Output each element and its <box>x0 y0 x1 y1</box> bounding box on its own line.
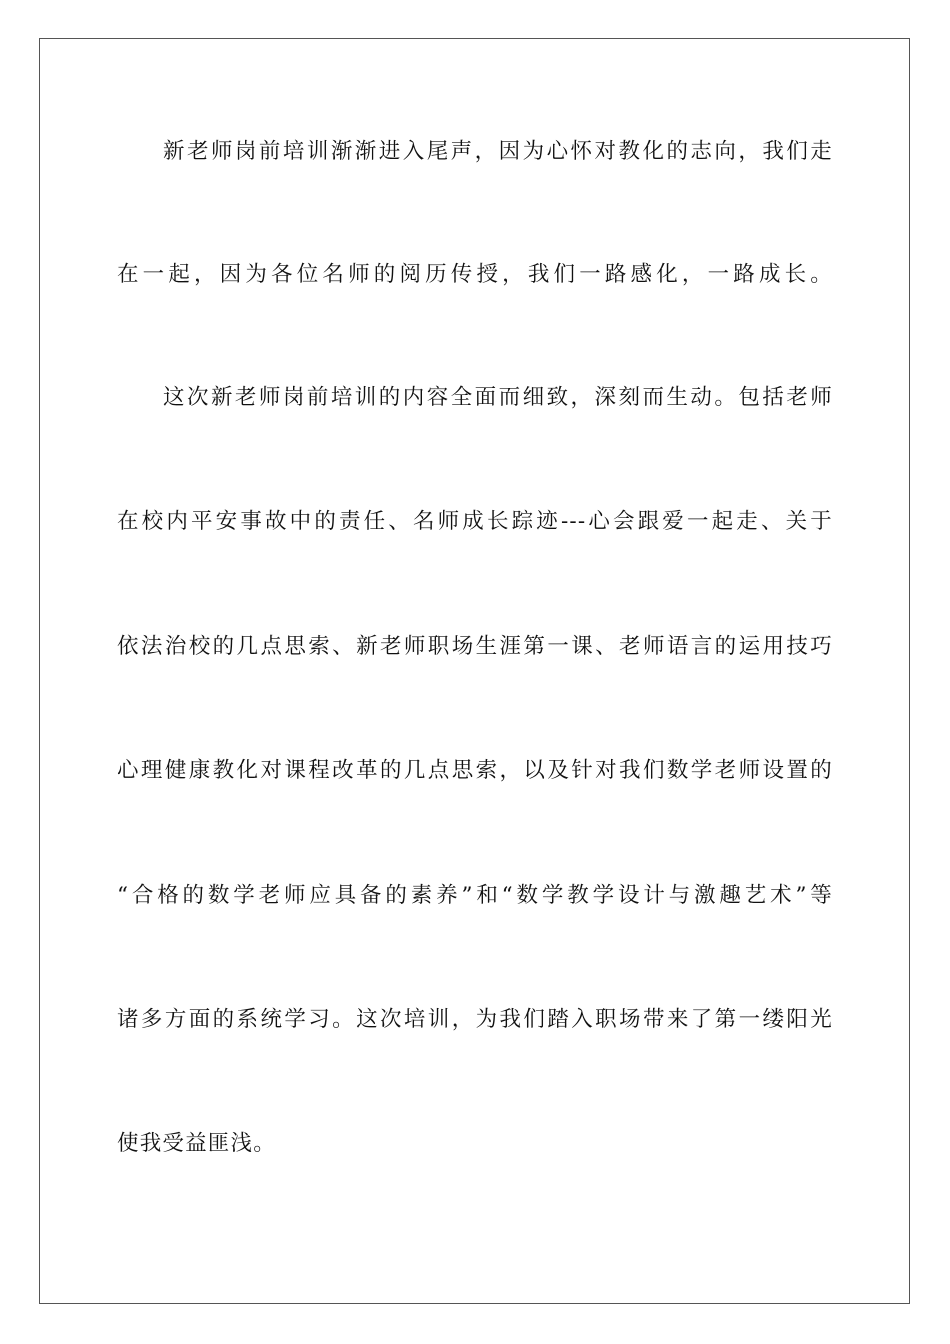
page-border <box>39 38 910 1304</box>
paragraph-2-line-3: 依法治校的几点思索、新老师职场生涯第一课、老师语言的运用技巧 <box>117 634 833 659</box>
paragraph-1-line-1: 新老师岗前培训渐渐进入尾声，因为心怀对教化的志向，我们走 <box>163 139 833 164</box>
paragraph-2-line-7: 使我受益匪浅。 <box>117 1131 276 1156</box>
paragraph-2-line-6: 诸多方面的系统学习。这次培训，为我们踏入职场带来了第一缕阳光 <box>117 1007 833 1032</box>
paragraph-2-line-1: 这次新老师岗前培训的内容全面而细致，深刻而生动。包括老师 <box>163 385 833 410</box>
paragraph-2-line-2: 在校内平安事故中的责任、名师成长踪迹---心会跟爱一起走、关于 <box>117 509 833 534</box>
paragraph-1-line-2: 在一起，因为各位名师的阅历传授，我们一路感化，一路成长。 <box>117 262 833 287</box>
paragraph-2-line-4: 心理健康教化对课程改革的几点思索，以及针对我们数学老师设置的 <box>117 758 833 783</box>
paragraph-2-line-5: “合格的数学老师应具备的素养”和“数学教学设计与激趣艺术”等 <box>117 883 833 908</box>
